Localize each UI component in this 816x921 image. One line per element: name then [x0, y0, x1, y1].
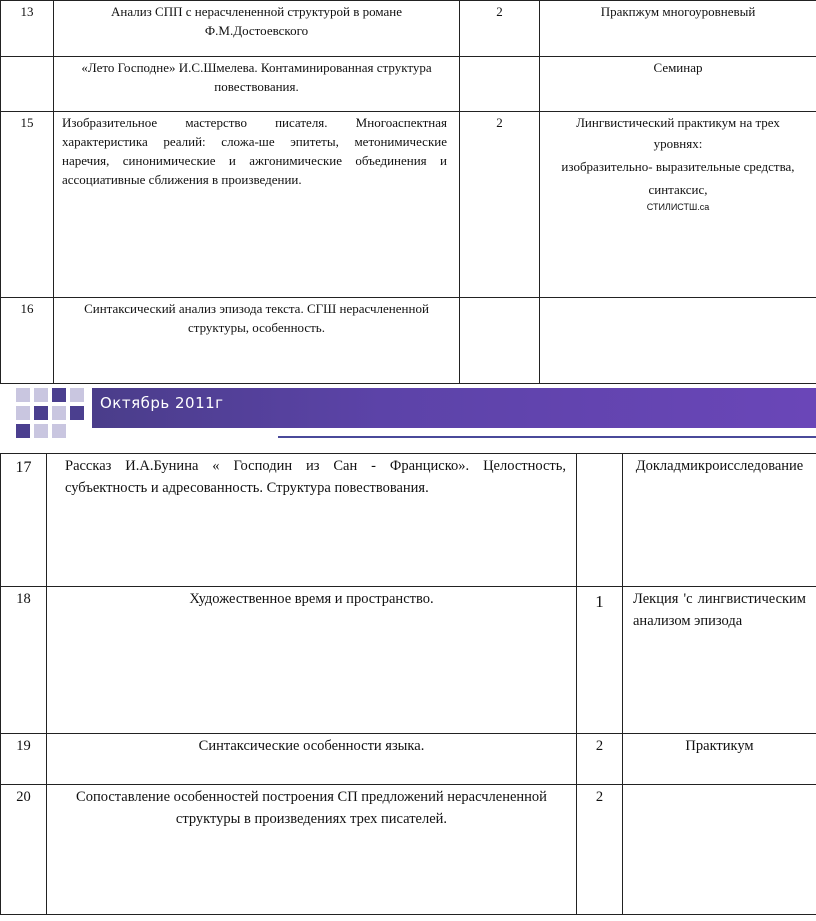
- decor-square: [52, 388, 66, 402]
- form-cell: Докладмикроисследование: [623, 454, 816, 587]
- topic-cell: Изобразительное мастерство писателя. Многоаспектная характеристика реалий: сложа-ше эпитеты, метонимические наречия, синонимические и ажгонимические объединения и ассоциативные сближения в произведении.: [54, 112, 460, 298]
- form-cell: Практикум: [623, 734, 816, 785]
- topic-cell: «Лето Господне» И.С.Шмелева. Контаминированная структура повествования.: [54, 57, 460, 112]
- hours-cell: [577, 454, 623, 587]
- table-row: [1, 587, 816, 734]
- topic-cell: Синтаксический анализ эпизода текста. СГШ нерасчлененной структуры, особенность.: [54, 298, 460, 384]
- table-row: [1, 1, 816, 57]
- decor-square: [52, 424, 66, 438]
- row-number: 19: [1, 734, 47, 785]
- form-cell: Пракпжум многоуровневый: [540, 1, 816, 57]
- row-number: 13: [1, 1, 54, 57]
- banner-underline: [278, 436, 816, 438]
- hours-cell: [460, 57, 540, 112]
- decor-square: [70, 388, 84, 402]
- topic-cell: Синтаксические особенности языка.: [47, 734, 577, 785]
- row-number: [1, 57, 54, 112]
- table-row: [1, 57, 816, 112]
- hours-cell: 2: [460, 1, 540, 57]
- table-row: [1, 785, 816, 915]
- form-line: изобразительно- выразительные средства,: [561, 158, 795, 174]
- row-number: 15: [1, 112, 54, 298]
- form-line: СТИЛИСТШ.са: [646, 202, 710, 213]
- form-line: Лингвистический практикум на трех: [576, 115, 780, 130]
- table-row: [1, 298, 816, 384]
- table-row: [1, 454, 816, 587]
- row-number: 18: [1, 587, 47, 734]
- decor-square: [16, 388, 30, 402]
- topic-cell: Художественное время и пространство.: [47, 587, 577, 734]
- topic-cell: Сопоставление особенностей построения СП предложений нерасчлененной структуры в произведениях трех писателей.: [47, 785, 577, 915]
- table-row: [1, 734, 816, 785]
- decor-square: [70, 406, 84, 420]
- hours-cell: 2: [577, 734, 623, 785]
- topic-cell: Анализ СПП с нерасчлененной структурой в романе Ф.М.Достоевского: [54, 1, 460, 57]
- form-cell: Лекция 'с лингвистическим анализом эпизода: [623, 587, 816, 734]
- row-number: 20: [1, 785, 47, 915]
- banner-title: Октябрь 2011г: [100, 394, 224, 412]
- month-banner: [16, 384, 816, 450]
- form-cell: Семинар: [540, 57, 816, 112]
- decor-square: [52, 406, 66, 420]
- form-line: синтаксис,: [648, 181, 708, 197]
- decor-square: [34, 388, 48, 402]
- form-cell: [540, 298, 816, 384]
- hours-cell: 1: [577, 587, 623, 734]
- decor-square: [34, 406, 48, 420]
- row-number: 17: [1, 454, 47, 587]
- schedule-table-top: [0, 0, 816, 384]
- hours-cell: 2: [460, 112, 540, 298]
- decor-square: [16, 406, 30, 420]
- decor-square: [16, 424, 30, 438]
- form-cell: [623, 785, 816, 915]
- hours-cell: [460, 298, 540, 384]
- hours-cell: 2: [577, 785, 623, 915]
- row-number: 16: [1, 298, 54, 384]
- decor-square: [34, 424, 48, 438]
- table-row: [1, 112, 816, 298]
- form-line: уровнях:: [653, 135, 703, 151]
- schedule-table-bottom: [0, 453, 816, 915]
- form-cell: [540, 112, 816, 298]
- topic-cell: Рассказ И.А.Бунина « Господин из Сан - Франциско». Целостность, субъектность и адресованность. Структура повествования.: [47, 454, 577, 587]
